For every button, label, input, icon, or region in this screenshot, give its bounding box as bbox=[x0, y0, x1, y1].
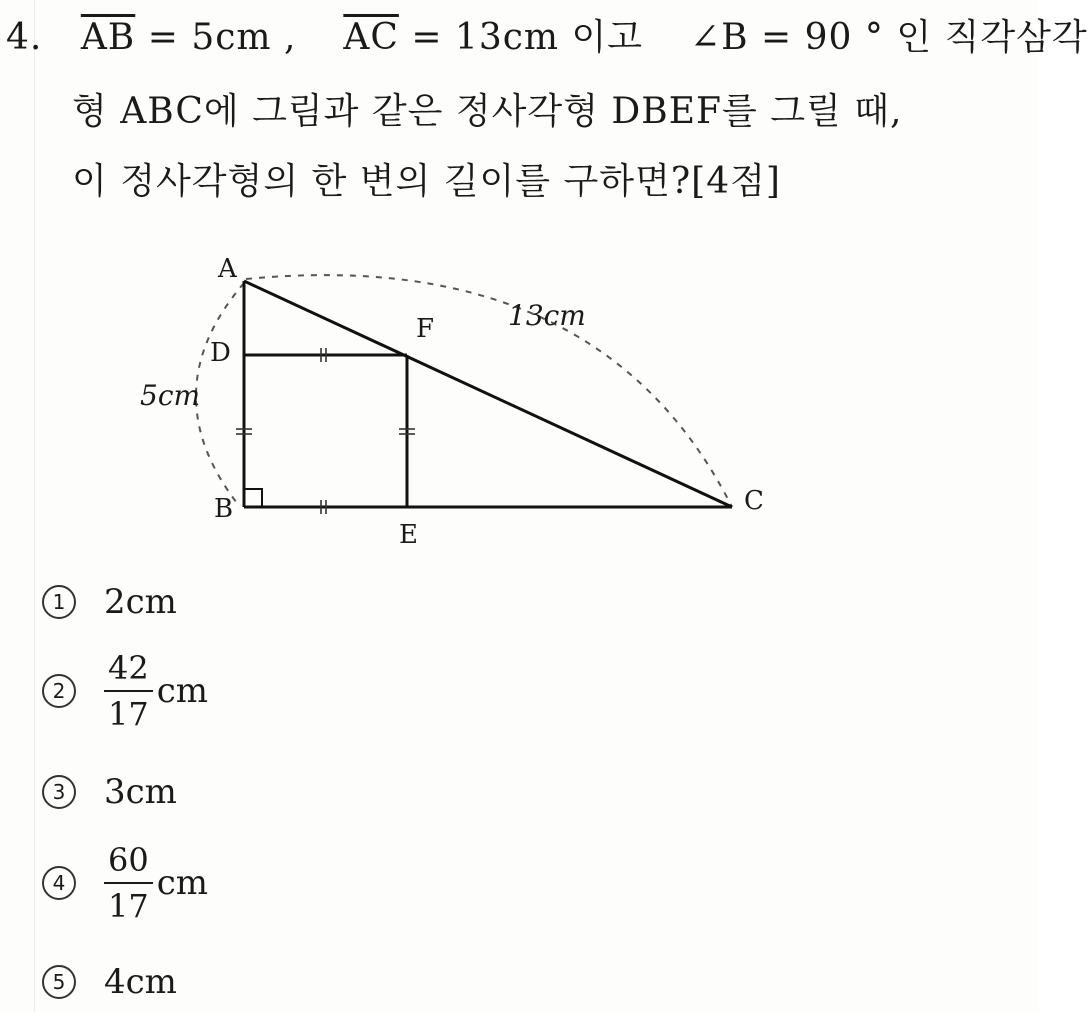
vertex-label-d: D bbox=[210, 338, 231, 368]
choice-3[interactable] bbox=[42, 772, 177, 812]
choice-denominator-2: 17 bbox=[108, 695, 149, 733]
choice-text-5: 4cm bbox=[104, 962, 177, 1002]
choice-unit-2: cm bbox=[156, 671, 209, 711]
choice-text-1: 2cm bbox=[104, 582, 177, 622]
choice-text-3: 3cm bbox=[104, 772, 177, 812]
ab-value: = 5cm , bbox=[147, 17, 297, 58]
choice-4[interactable] bbox=[42, 842, 208, 924]
choice-1[interactable] bbox=[42, 582, 177, 622]
choice-fraction-4 bbox=[104, 842, 153, 924]
triangle-figure bbox=[120, 245, 780, 550]
question-line-3: 이 정사각형의 한 변의 길이를 구하면?[4점] bbox=[72, 161, 781, 202]
choice-denominator-4: 17 bbox=[108, 887, 149, 925]
choice-5[interactable] bbox=[42, 962, 177, 1002]
triangle-diagram bbox=[120, 245, 780, 550]
vertex-label-b: B bbox=[214, 494, 234, 524]
choice-fraction-2 bbox=[104, 650, 153, 732]
vertex-label-f: F bbox=[416, 314, 435, 344]
ac-value: = 13cm 이고 bbox=[411, 17, 644, 58]
ac-length-label: 13cm bbox=[508, 299, 586, 332]
segment-ac: $\overline{AC}$ bbox=[343, 17, 399, 58]
question-line-1 bbox=[6, 16, 1088, 60]
vertex-label-a: A bbox=[218, 254, 237, 284]
choice-marker-5: 5 bbox=[42, 965, 76, 999]
choice-2[interactable] bbox=[42, 650, 208, 732]
side-ac bbox=[244, 281, 732, 507]
choice-numerator-4: 60 bbox=[104, 842, 153, 884]
choice-marker-3: 3 bbox=[42, 775, 76, 809]
vertex-label-c: C bbox=[744, 486, 764, 516]
choice-marker-4: 4 bbox=[42, 866, 76, 900]
choice-marker-2: 2 bbox=[42, 674, 76, 708]
angle-condition: ∠B = 90 ° 인 직각삼각 bbox=[689, 17, 1088, 58]
segment-ab: $\overline{AB}$ bbox=[80, 17, 136, 58]
page-margin-rule bbox=[34, 0, 35, 1012]
vertex-label-e: E bbox=[399, 520, 418, 550]
ab-dimension-arc bbox=[196, 283, 244, 507]
right-angle-mark bbox=[244, 489, 262, 507]
choice-numerator-2: 42 bbox=[104, 650, 153, 692]
ab-length-label: 5cm bbox=[140, 379, 201, 412]
choice-marker-1: 1 bbox=[42, 585, 76, 619]
question-number: 4. bbox=[6, 17, 43, 58]
question-line-2: 형 ABC에 그림과 같은 정사각형 DBEF를 그릴 때, bbox=[72, 91, 903, 132]
choice-unit-4: cm bbox=[156, 863, 209, 903]
